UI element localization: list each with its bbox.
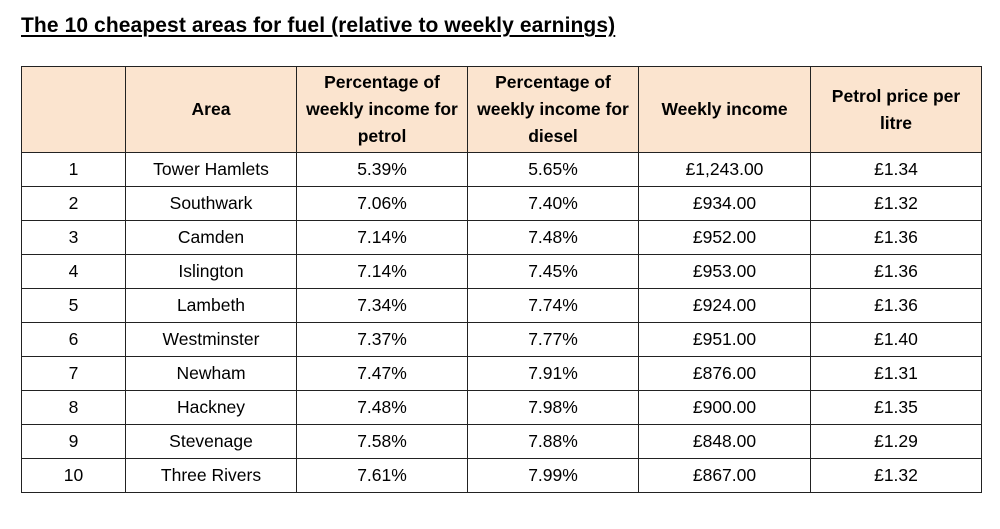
cell-rank: 7 [22, 357, 126, 391]
cell-petrol-pct: 7.58% [297, 425, 468, 459]
cell-rank: 5 [22, 289, 126, 323]
cell-area: Westminster [126, 323, 297, 357]
cell-rank: 4 [22, 255, 126, 289]
page-title [21, 14, 615, 38]
cell-rank: 8 [22, 391, 126, 425]
cell-weekly-income: £876.00 [639, 357, 811, 391]
cell-diesel-pct: 7.40% [468, 187, 639, 221]
cell-petrol-price: £1.31 [811, 357, 982, 391]
table-row [22, 153, 982, 187]
column-header-rank [22, 67, 126, 153]
cell-petrol-price: £1.36 [811, 255, 982, 289]
cell-petrol-price: £1.29 [811, 425, 982, 459]
cell-petrol-pct: 7.06% [297, 187, 468, 221]
table-row [22, 289, 982, 323]
cell-area: Camden [126, 221, 297, 255]
cell-rank: 10 [22, 459, 126, 493]
cell-diesel-pct: 5.65% [468, 153, 639, 187]
cell-diesel-pct: 7.45% [468, 255, 639, 289]
table-row [22, 255, 982, 289]
title-main: The 10 cheapest areas for fuel [21, 14, 332, 37]
cell-petrol-pct: 7.48% [297, 391, 468, 425]
cell-area: Islington [126, 255, 297, 289]
table-header-row [22, 67, 982, 153]
cell-diesel-pct: 7.74% [468, 289, 639, 323]
table-row [22, 187, 982, 221]
cell-area: Stevenage [126, 425, 297, 459]
cell-rank: 1 [22, 153, 126, 187]
cell-weekly-income: £1,243.00 [639, 153, 811, 187]
cell-rank: 3 [22, 221, 126, 255]
column-header-petrol-pct: Percentage of weekly income for petrol [297, 67, 468, 153]
cell-rank: 2 [22, 187, 126, 221]
title-parenthetical: (relative to weekly earnings) [331, 14, 616, 37]
fuel-table [21, 66, 982, 493]
cell-diesel-pct: 7.98% [468, 391, 639, 425]
column-header-diesel-pct: Percentage of weekly income for diesel [468, 67, 639, 153]
column-header-petrol-price: Petrol price per litre [811, 67, 982, 153]
table-body [22, 153, 982, 493]
cell-weekly-income: £924.00 [639, 289, 811, 323]
cell-rank: 9 [22, 425, 126, 459]
cell-diesel-pct: 7.48% [468, 221, 639, 255]
cell-petrol-pct: 7.37% [297, 323, 468, 357]
cell-petrol-pct: 7.61% [297, 459, 468, 493]
cell-weekly-income: £867.00 [639, 459, 811, 493]
cell-diesel-pct: 7.99% [468, 459, 639, 493]
cell-weekly-income: £951.00 [639, 323, 811, 357]
cell-petrol-pct: 7.47% [297, 357, 468, 391]
table-row [22, 357, 982, 391]
table-row [22, 391, 982, 425]
table-row [22, 425, 982, 459]
cell-weekly-income: £934.00 [639, 187, 811, 221]
cell-petrol-price: £1.32 [811, 459, 982, 493]
cell-weekly-income: £900.00 [639, 391, 811, 425]
cell-diesel-pct: 7.77% [468, 323, 639, 357]
table-row [22, 221, 982, 255]
cell-petrol-price: £1.36 [811, 221, 982, 255]
cell-petrol-price: £1.40 [811, 323, 982, 357]
cell-area: Tower Hamlets [126, 153, 297, 187]
cell-area: Hackney [126, 391, 297, 425]
cell-petrol-price: £1.32 [811, 187, 982, 221]
cell-weekly-income: £953.00 [639, 255, 811, 289]
cell-petrol-pct: 7.34% [297, 289, 468, 323]
cell-area: Lambeth [126, 289, 297, 323]
cell-diesel-pct: 7.91% [468, 357, 639, 391]
cell-area: Three Rivers [126, 459, 297, 493]
cell-petrol-price: £1.35 [811, 391, 982, 425]
cell-area: Southwark [126, 187, 297, 221]
column-header-weekly-income: Weekly income [639, 67, 811, 153]
cell-area: Newham [126, 357, 297, 391]
cell-petrol-price: £1.36 [811, 289, 982, 323]
cell-rank: 6 [22, 323, 126, 357]
cell-petrol-pct: 7.14% [297, 221, 468, 255]
cell-petrol-pct: 7.14% [297, 255, 468, 289]
cell-petrol-price: £1.34 [811, 153, 982, 187]
cell-diesel-pct: 7.88% [468, 425, 639, 459]
cell-petrol-pct: 5.39% [297, 153, 468, 187]
table-row [22, 323, 982, 357]
cell-weekly-income: £952.00 [639, 221, 811, 255]
cell-weekly-income: £848.00 [639, 425, 811, 459]
table-row [22, 459, 982, 493]
column-header-area: Area [126, 67, 297, 153]
